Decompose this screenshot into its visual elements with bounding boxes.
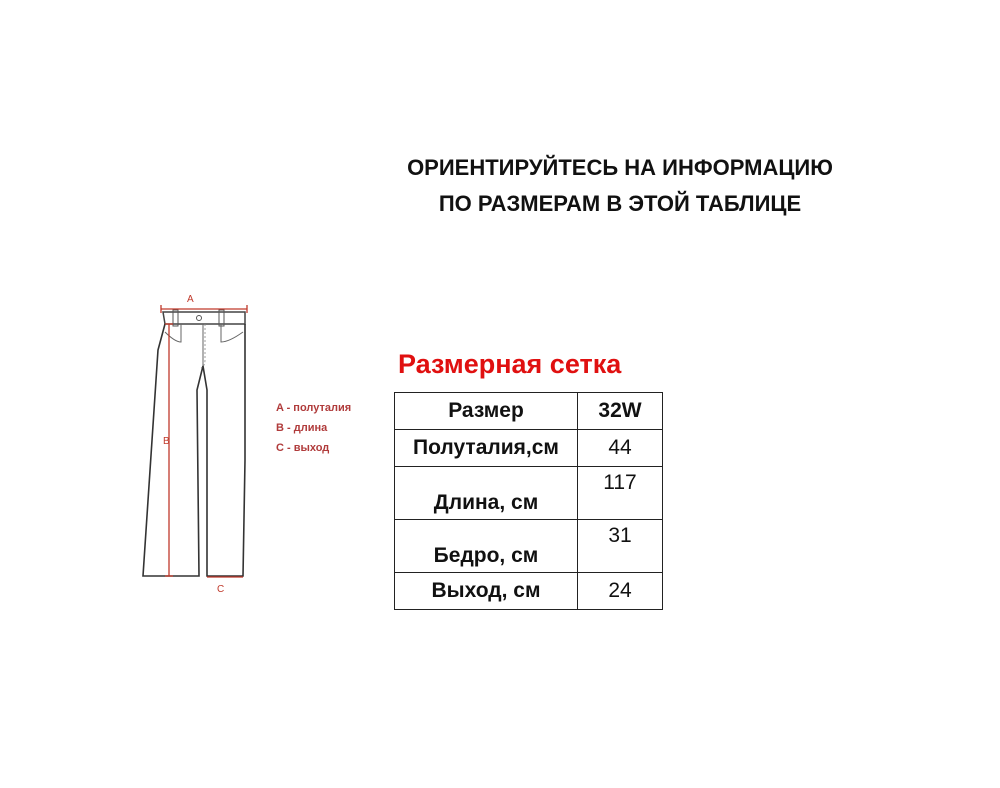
- legend-item-length: B - длина: [276, 422, 328, 434]
- table-row: [395, 393, 663, 430]
- table-row: [395, 430, 663, 467]
- heading-line-1: ОРИЕНТИРУЙТЕСЬ НА ИНФОРМАЦИЮ: [407, 155, 833, 180]
- legend-item-waist: A - полуталия: [276, 402, 352, 414]
- measurement-legend: [276, 398, 351, 458]
- size-value-cell: 32W: [578, 393, 663, 430]
- trousers-waistband: [163, 312, 245, 324]
- table-row: [395, 573, 663, 610]
- table-row: [395, 467, 663, 520]
- marker-a: A: [187, 294, 194, 305]
- hip-label-cell: Бедро, см: [395, 520, 578, 573]
- hip-value-cell: 31: [578, 520, 663, 573]
- length-value-cell: 117: [578, 467, 663, 520]
- trousers-outline: [143, 324, 245, 576]
- size-grid-title: Размерная сетка: [398, 349, 622, 379]
- opening-label-cell: Выход, см: [395, 573, 578, 610]
- legend-item-opening: C - выход: [276, 442, 330, 454]
- waist-value-cell: 44: [578, 430, 663, 467]
- size-label-cell: Размер: [395, 393, 578, 430]
- opening-value-cell: 24: [578, 573, 663, 610]
- table-row: [395, 520, 663, 573]
- instruction-heading: [340, 150, 900, 222]
- waist-label-cell: Полуталия,см: [395, 430, 578, 467]
- heading-line-2: ПО РАЗМЕРАМ В ЭТОЙ ТАБЛИЦЕ: [438, 191, 802, 216]
- length-label-cell: Длина, см: [395, 467, 578, 520]
- marker-c: C: [217, 584, 225, 595]
- size-table: [394, 392, 663, 610]
- marker-b: B: [163, 436, 170, 447]
